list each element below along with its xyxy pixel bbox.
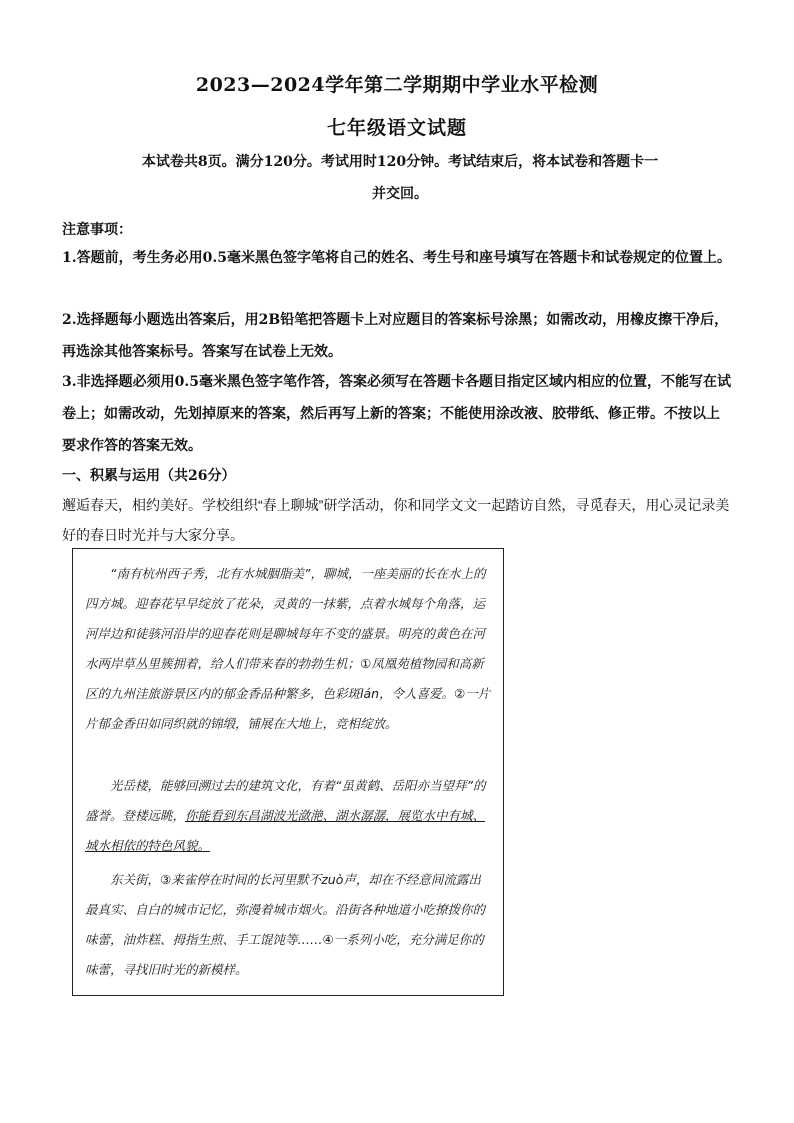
notice-heading: 注意事项：	[62, 222, 132, 238]
passage-text: 光岳楼，能够回溯过去的建筑文化，有着“虽黄鹤、岳阳亦当望拜”的盛誉。登楼远眺，	[85, 778, 486, 823]
passage-paragraph: “南有杭州西子秀，北有水城胭脂美”，聊城，一座美丽的长在水上的四方城。迎春花早早绽放了花朵，灵黄的一抹紫，点着水城每个角落，运河岸边和徒骇河沿岸的迎春花则是聊城每年不变的盛景。明亮的黄色在河水两岸草丛里簇拥着，给人们带来春的勃勃生机；①凤凰苑植物园和高新区的九州洼旅游景区内的郁金香品种繁多，色彩斑lán，令人喜爱。②一片片郁金香田如同织就的锦缎，铺展在大地上，竞相绽放。	[85, 566, 491, 731]
exam-title: 2023—2024学年第二学期期中学业水平检测	[195, 74, 599, 96]
notice-item: 2.选择题每小题选出答案后，用2B铅笔把答题卡上对应题目的答案标号涂黑；如需改动，用橡皮擦干净后，再选涂其他答案标号。答案写在试卷上无效。	[62, 312, 729, 360]
exam-subtitle: 七年级语文试题	[326, 117, 467, 139]
section-lead: 邂逅春天，相约美好。学校组织“春上聊城”研学活动，你和同学文文一起踏访自然，寻觅春天，用心灵记录美好的春日时光并与大家分享。	[62, 497, 730, 543]
passage-paragraph: 东关街，③来雀停在时间的长河里默不zuò声，却在不经意间流露出最真实、自白的城市记忆，弥漫着城市烟火。沿街各种地道小吃撩拨你的味蕾，油炸糕、拇指生煎、手工馄饨等……④一系列小吃，充分满足你的味蕾，寻找旧时光的新模样。	[85, 872, 486, 977]
exam-intro: 本试卷共8页。满分120分。考试用时120分钟。考试结束后，将本试卷和答题卡一并交回。	[141, 154, 659, 202]
notice-item: 1.答题前，考生务必用0.5毫米黑色签字笔将自己的姓名、考生号和座号填写在答题卡和试卷规定的位置上。	[62, 250, 731, 266]
passage-box	[72, 548, 504, 996]
section-heading: 一、积累与运用（共26分）	[62, 468, 236, 484]
underlined-sentence: 你能看到东昌湖波光潋滟、湖水潺潺，展览水中有城、城水相依的特色风貌。	[85, 808, 486, 853]
passage-paragraph	[85, 771, 493, 861]
notice-item: 3.非选择题必须用0.5毫米黑色签字笔作答，答案必须写在答题卡各题目指定区域内相应的位置，不能写在试卷上；如需改动，先划掉原来的答案，然后再写上新的答案；不能使用涂改液、胶带纸、修正带。不按以上要求作答的答案无效。	[62, 374, 731, 454]
